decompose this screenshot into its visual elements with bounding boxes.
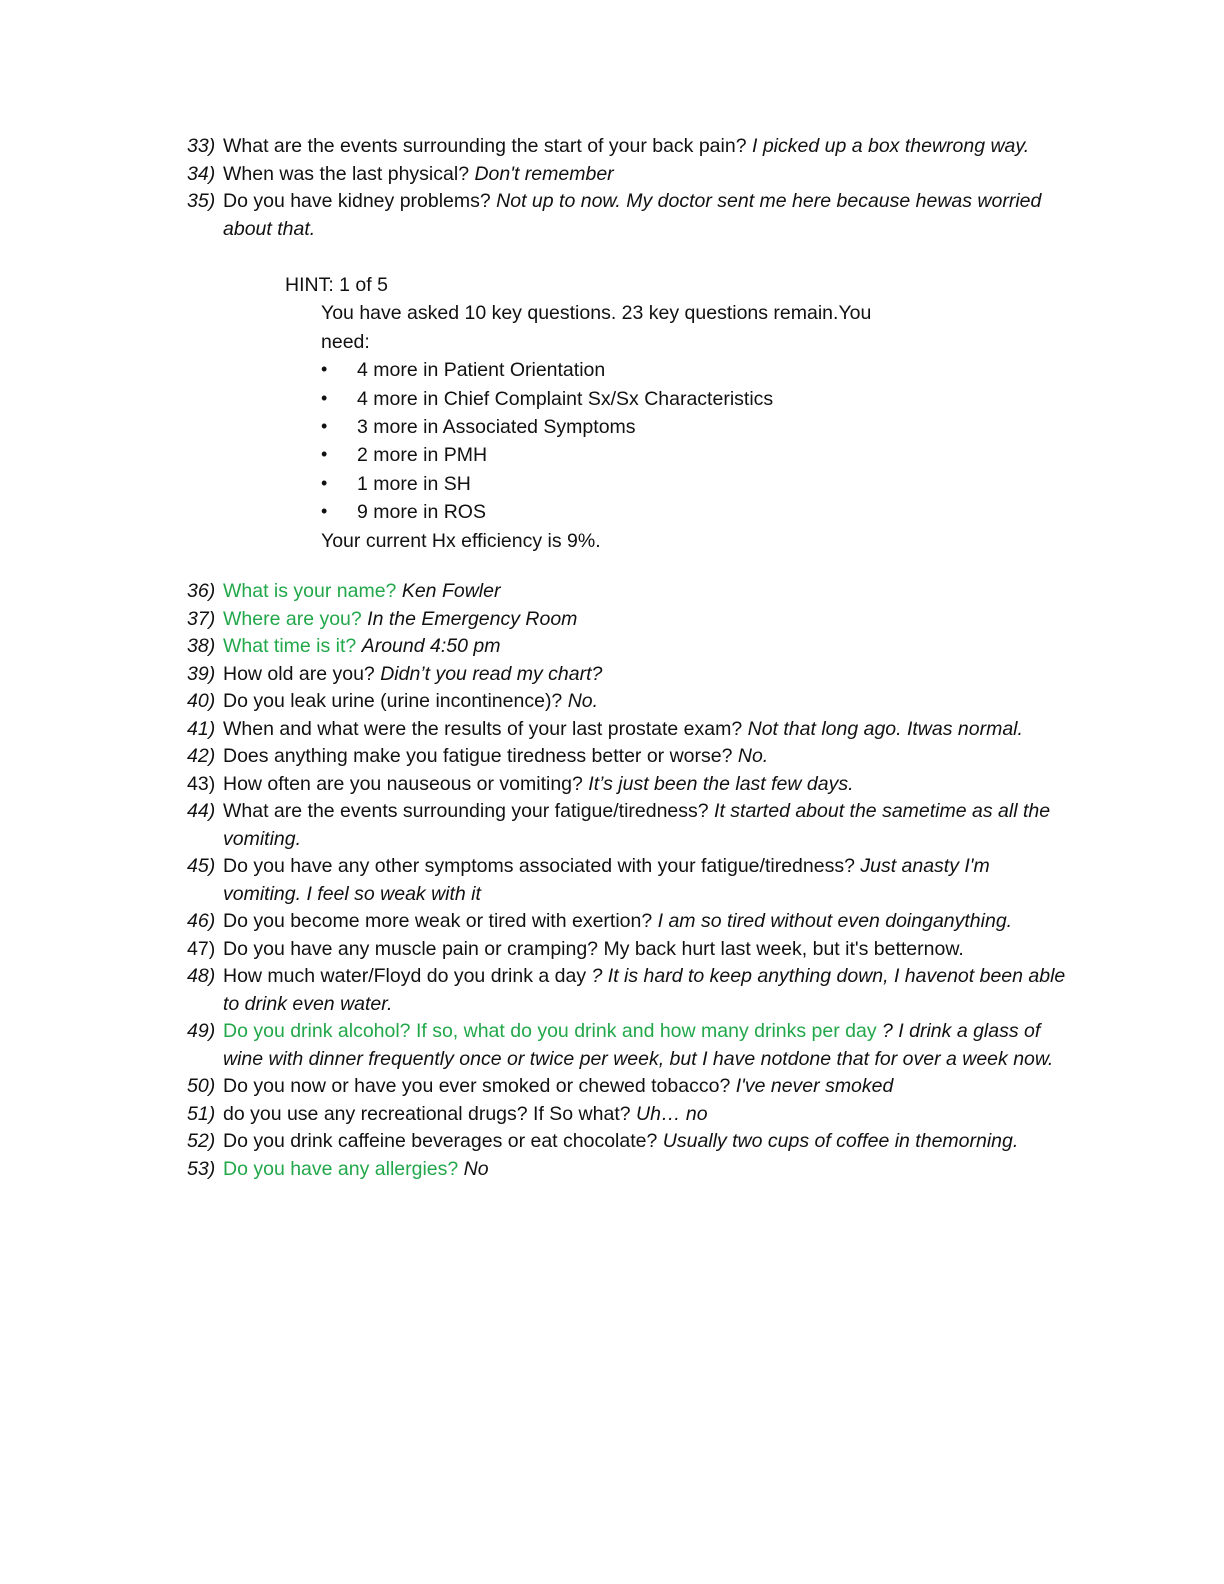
qa-item xyxy=(187,1128,1067,1156)
answer-text: No. xyxy=(567,690,599,712)
qa-item xyxy=(187,908,1067,936)
hint-bullet-item xyxy=(321,413,905,441)
bullet-icon: • xyxy=(321,472,328,493)
question-text: Do you have any other symptoms associated with your fatigue/tiredness? xyxy=(223,855,855,877)
hint-bullet-text: 3 more in Associated Symptoms xyxy=(357,416,636,439)
question-number: 35) xyxy=(187,190,216,212)
hint-line-1: You have asked 10 key questions. 23 key questions remain.You xyxy=(321,302,872,325)
question-number: 43) xyxy=(187,772,216,795)
answer-text: Around 4:50 pm xyxy=(361,635,501,657)
answer-text: ? It is hard to keep anything down, I havenot been able to drink even water. xyxy=(223,965,1066,1015)
question-number: 53) xyxy=(187,1157,216,1180)
question-number: 50) xyxy=(187,1075,216,1097)
question-number: 36) xyxy=(187,580,216,602)
question-text: Where are you? xyxy=(223,607,368,630)
question-number: 38) xyxy=(187,635,216,657)
answer-text: Didn’t you read my chart? xyxy=(380,662,603,685)
question-text: Do you become more weak or tired with exertion? xyxy=(223,910,653,932)
answer-text: I am so tired without even doinganything. xyxy=(657,910,1013,932)
qa-item xyxy=(187,1156,1067,1184)
question-text: How old are you? xyxy=(223,662,375,685)
hint-bullet-item xyxy=(321,356,905,384)
question-text: How often are you nauseous or vomiting? xyxy=(223,772,583,795)
question-text: Do you drink caffeine beverages or eat chocolate? xyxy=(223,1130,658,1152)
question-number: 51) xyxy=(187,1102,216,1125)
question-number: 49) xyxy=(187,1020,216,1042)
answer-text: I picked up a box thewrong way. xyxy=(751,135,1030,157)
hint-box xyxy=(285,271,905,555)
answer-text: It started about the sametime as all the vomiting. xyxy=(223,800,1051,850)
question-list-2 xyxy=(187,578,1067,1183)
question-text: Do you have kidney problems? xyxy=(223,190,491,212)
bullet-icon: • xyxy=(321,416,328,437)
question-text: Do you leak urine (urine incontinence)? xyxy=(223,690,563,712)
question-text: Do you have any allergies? xyxy=(223,1157,459,1180)
question-text: When was the last physical? xyxy=(223,162,470,185)
hint-efficiency: Your current Hx efficiency is 9%. xyxy=(321,529,601,552)
question-text: What are the events surrounding the start of your back pain? xyxy=(223,135,747,157)
question-number: 47) xyxy=(187,937,216,960)
question-number: 42) xyxy=(187,745,216,767)
hint-line-2: need: xyxy=(321,330,370,353)
qa-item xyxy=(187,743,1067,771)
qa-item xyxy=(187,1101,1067,1129)
hint-bullet-text: 4 more in Patient Orientation xyxy=(357,359,606,382)
qa-item xyxy=(187,771,1067,799)
question-number: 34) xyxy=(187,162,216,185)
qa-item xyxy=(187,716,1067,744)
question-text: Does anything make you fatigue tiredness better or worse? xyxy=(223,745,733,767)
bullet-icon: • xyxy=(321,501,328,522)
hint-bullet-text: 2 more in PMH xyxy=(357,444,488,467)
hint-bullet-list xyxy=(285,356,905,526)
question-text: When and what were the results of your last prostate exam? xyxy=(223,717,743,740)
question-number: 52) xyxy=(187,1130,216,1152)
hint-bullet-item xyxy=(321,385,905,413)
qa-item xyxy=(187,963,1067,1018)
answer-text: It’s just been the last few days. xyxy=(588,772,854,795)
hint-title: HINT: 1 of 5 xyxy=(285,274,388,296)
question-number: 46) xyxy=(187,910,216,932)
answer-text: No xyxy=(463,1157,489,1180)
answer-text: Don't remember xyxy=(474,162,614,185)
question-number: 44) xyxy=(187,800,216,822)
qa-item xyxy=(187,606,1067,634)
question-number: 39) xyxy=(187,662,216,685)
question-text: Do you have any muscle pain or cramping? My back hurt last week, but it's betternow. xyxy=(223,937,964,960)
hint-bullet-item xyxy=(321,441,905,469)
question-number: 37) xyxy=(187,607,216,630)
question-number: 40) xyxy=(187,690,216,712)
qa-item xyxy=(187,161,1067,189)
qa-item xyxy=(187,133,1067,161)
hint-bullet-item xyxy=(321,470,905,498)
answer-text: ? I drink a glass of wine with dinner frequently once or twice per week, but I have notdone that for over a week now. xyxy=(223,1020,1054,1070)
question-text: do you use any recreational drugs? If So what? xyxy=(223,1102,631,1125)
question-text: What time is it? xyxy=(223,635,362,657)
answer-text: Usually two cups of coffee in themorning. xyxy=(662,1130,1019,1152)
qa-item xyxy=(187,688,1067,716)
question-number: 41) xyxy=(187,717,216,740)
question-text: How much water/Floyd do you drink a day xyxy=(223,965,587,987)
question-number: 48) xyxy=(187,965,216,987)
question-list-1 xyxy=(187,133,1067,243)
answer-text: I've never smoked xyxy=(735,1075,894,1097)
question-text: What are the events surrounding your fatigue/tiredness? xyxy=(223,800,709,822)
answer-text: Ken Fowler xyxy=(401,580,501,602)
qa-item xyxy=(187,661,1067,689)
question-text: What is your name? xyxy=(223,580,402,602)
qa-item xyxy=(187,798,1067,853)
hint-bullet-text: 9 more in ROS xyxy=(357,501,486,524)
answer-text: In the Emergency Room xyxy=(367,607,578,630)
hint-bullet-item xyxy=(321,498,905,526)
hint-bullet-text: 1 more in SH xyxy=(357,472,471,495)
answer-text: No. xyxy=(737,745,769,767)
qa-item xyxy=(187,188,1067,243)
hint-bullet-text: 4 more in Chief Complaint Sx/Sx Characteristics xyxy=(357,387,774,410)
answer-text: Not that long ago. Itwas normal. xyxy=(747,717,1023,740)
qa-item xyxy=(187,578,1067,606)
answer-text: Just anasty I'm vomiting. I feel so weak with it xyxy=(223,855,990,905)
qa-item xyxy=(187,936,1067,964)
qa-item xyxy=(187,853,1067,908)
bullet-icon: • xyxy=(321,387,328,408)
qa-item xyxy=(187,1073,1067,1101)
answer-text: Not up to now. My doctor sent me here because hewas worried about that. xyxy=(223,190,1042,240)
question-text: Do you drink alcohol? If so, what do you drink and how many drinks per day xyxy=(223,1020,877,1042)
bullet-icon: • xyxy=(321,444,328,465)
question-text: Do you now or have you ever smoked or chewed tobacco? xyxy=(223,1075,731,1097)
bullet-icon: • xyxy=(321,359,328,380)
qa-item xyxy=(187,633,1067,661)
answer-text: Uh… no xyxy=(636,1102,708,1125)
qa-item xyxy=(187,1018,1067,1073)
question-number: 45) xyxy=(187,855,216,877)
question-number: 33) xyxy=(187,135,216,157)
